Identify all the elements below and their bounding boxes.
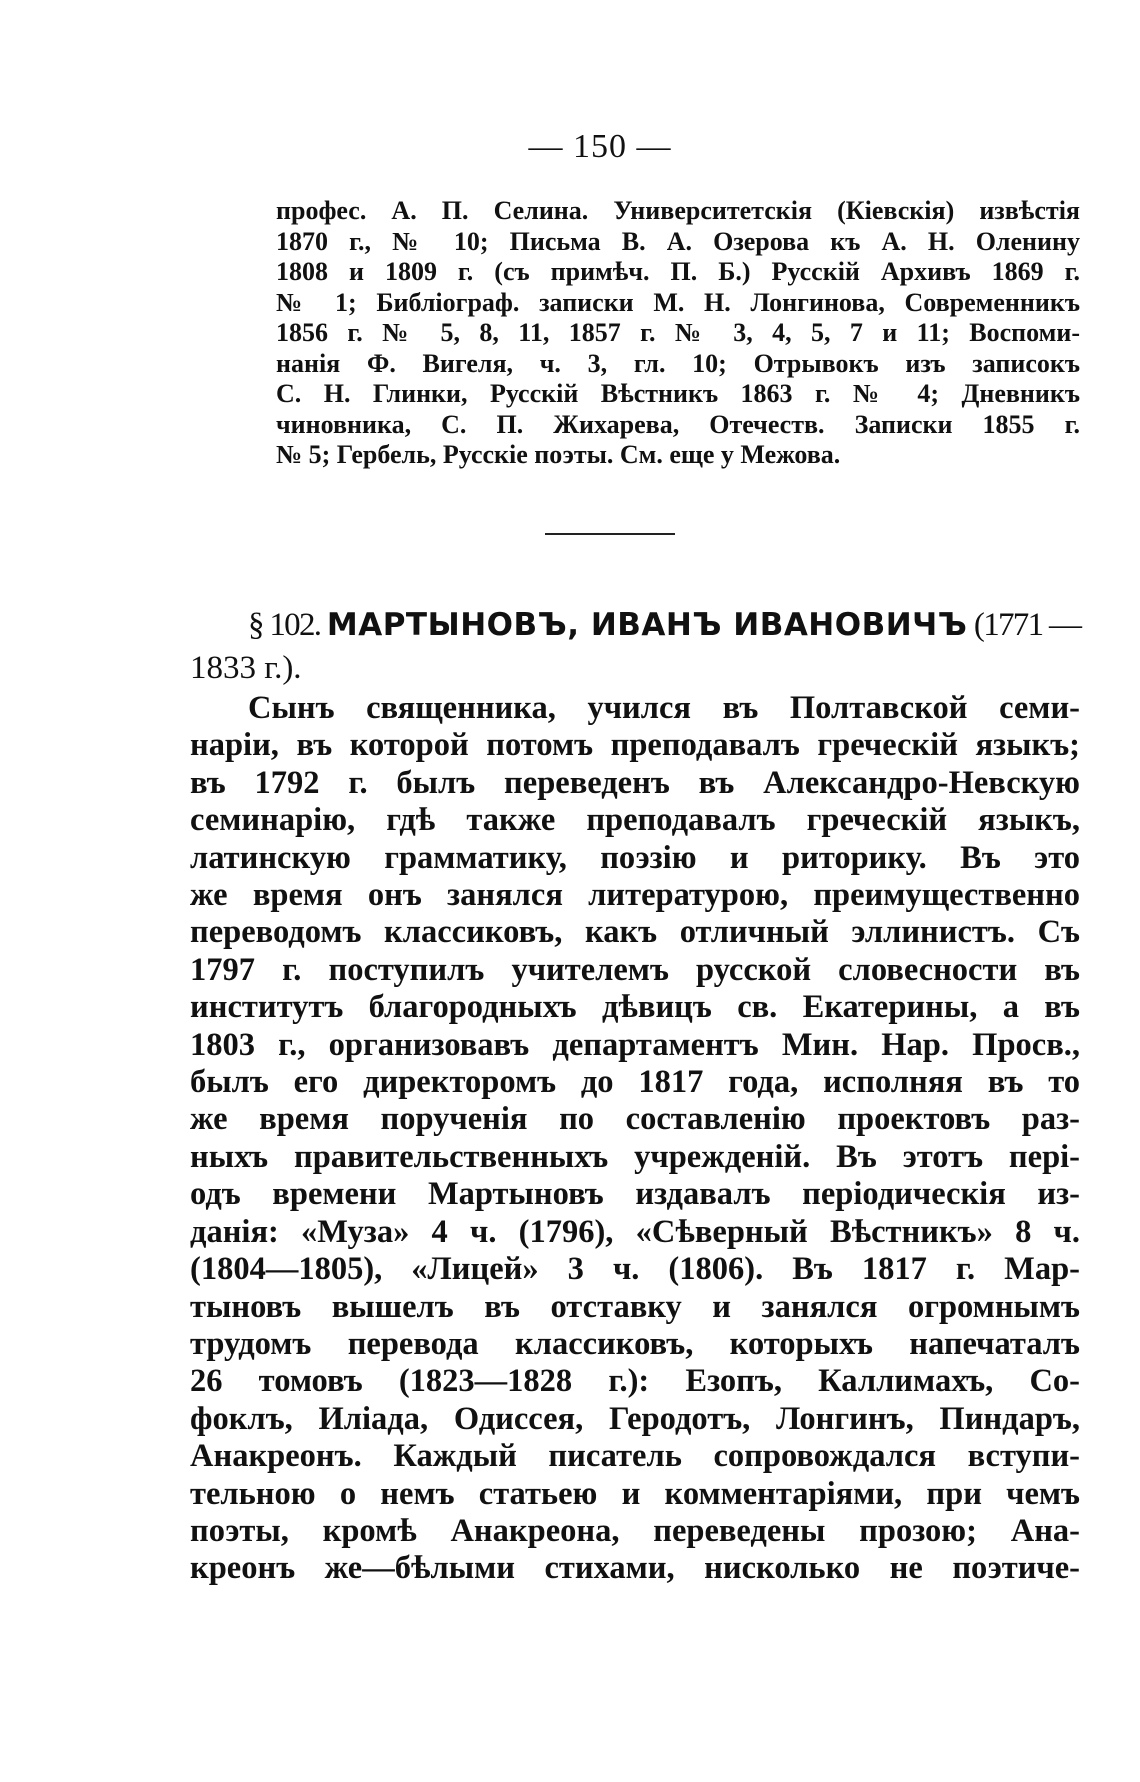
body-line: былъ его директоромъ до 1817 года, исполняя въ то bbox=[190, 1064, 1080, 1101]
body-line: трудомъ перевода классиковъ, которыхъ напечаталъ bbox=[190, 1325, 1080, 1362]
body-line: Сынъ священника, учился въ Полтавской семи- bbox=[248, 690, 1080, 726]
footnote-line: чиновника, С. П. Жихарева, Отечеств. Записки 1855 г. bbox=[276, 409, 1080, 439]
body-line: тыновъ вышелъ въ отставку и занялся огромнымъ bbox=[190, 1288, 1080, 1325]
footnote-line: профес. А. П. Селина. Университетскія (Кіевскія) извѣстія bbox=[276, 196, 1080, 225]
footnote-line: № 1; Библіограф. записки М. Н. Лонгинова, Современникъ bbox=[276, 287, 1080, 317]
section-heading bbox=[190, 604, 1080, 690]
body-line: 1797 г. поступилъ учителемъ русской словесности въ bbox=[190, 951, 1080, 988]
section-years-end: 1833 г.). bbox=[190, 650, 302, 686]
body-line: 26 томовъ (1823—1828 г.): Езопъ, Каллимахъ, Со- bbox=[190, 1363, 1080, 1400]
footnote-line: С. Н. Глинки, Русскій Вѣстникъ 1863 г. № 4; Дневникъ bbox=[276, 379, 1080, 408]
body-line: фоклъ, Иліада, Одиссея, Геродотъ, Лонгинъ, Пиндаръ, bbox=[190, 1400, 1080, 1437]
body-line: данія: «Муза» 4 ч. (1796), «Сѣверный Вѣстникъ» 8 ч. bbox=[190, 1213, 1080, 1250]
page-number: — 150 — bbox=[528, 128, 672, 165]
footnote-line: № 5; Гербель, Русскіе поэты. См. еще у Межова. bbox=[276, 440, 841, 469]
body-text bbox=[190, 690, 1080, 1588]
body-line: креонъ же—бѣлыми стихами, нисколько не поэтиче- bbox=[190, 1550, 1080, 1587]
body-line: же время онъ занялся литературою, преимущественно bbox=[190, 877, 1080, 914]
footnote-line: 1808 и 1809 г. (съ примѣч. П. Б.) Русскій Архивъ 1869 г. bbox=[276, 257, 1080, 286]
body-line: 1803 г., организовавъ департаментъ Мин. Нар. Просв., bbox=[190, 1026, 1080, 1063]
section-heading-line bbox=[190, 604, 1080, 647]
body-line: (1804—1805), «Лицей» 3 ч. (1806). Въ 1817 г. Мар- bbox=[190, 1251, 1080, 1288]
section-separator bbox=[545, 533, 675, 535]
body-line: въ 1792 г. былъ переведенъ въ Александро-Невскую bbox=[190, 764, 1080, 801]
body-line: Анакреонъ. Каждый писатель сопровождался вступи- bbox=[190, 1438, 1080, 1475]
body-line: латинскую грамматику, поэзію и риторику. Въ это bbox=[190, 839, 1080, 876]
body-line: наріи, въ которой потомъ преподавалъ греческій языкъ; bbox=[190, 727, 1080, 764]
body-line: же время порученія по составленію проектовъ раз- bbox=[190, 1101, 1080, 1138]
footnote-bibliography bbox=[276, 196, 1080, 471]
body-line: поэты, кромѣ Анакреона, переведены прозою; Ана- bbox=[190, 1512, 1080, 1549]
footnote-line: нанія Ф. Вигеля, ч. 3, гл. 10; Отрывокъ изъ записокъ bbox=[276, 348, 1080, 378]
footnote-line: 1856 г. № 5, 8, 11, 1857 г. № 3, 4, 5, 7 и 11; Воспоми- bbox=[276, 318, 1080, 347]
footnote-line: 1870 г., № 10; Письма В. А. Озерова къ А. Н. Оленину bbox=[276, 226, 1080, 256]
body-line: одъ времени Мартыновъ издавалъ періодическія из- bbox=[190, 1176, 1080, 1213]
body-line: тельною о немъ статьею и комментаріями, при чемъ bbox=[190, 1475, 1080, 1512]
body-line: переводомъ классиковъ, какъ отличный эллинистъ. Съ bbox=[190, 914, 1080, 951]
section-years-start: (1771 — bbox=[973, 607, 1081, 643]
body-line: ныхъ правительственныхъ учрежденій. Въ этотъ пері- bbox=[190, 1138, 1080, 1175]
body-line: семинарію, гдѣ также преподавалъ греческій языкъ, bbox=[190, 802, 1080, 839]
body-line: институтъ благородныхъ дѣвицъ св. Екатерины, а въ bbox=[190, 989, 1080, 1026]
section-author-name: МАРТЫНОВЪ, ИВАНЪ ИВАНОВИЧЪ bbox=[326, 607, 968, 643]
section-number: § 102. bbox=[248, 607, 321, 643]
